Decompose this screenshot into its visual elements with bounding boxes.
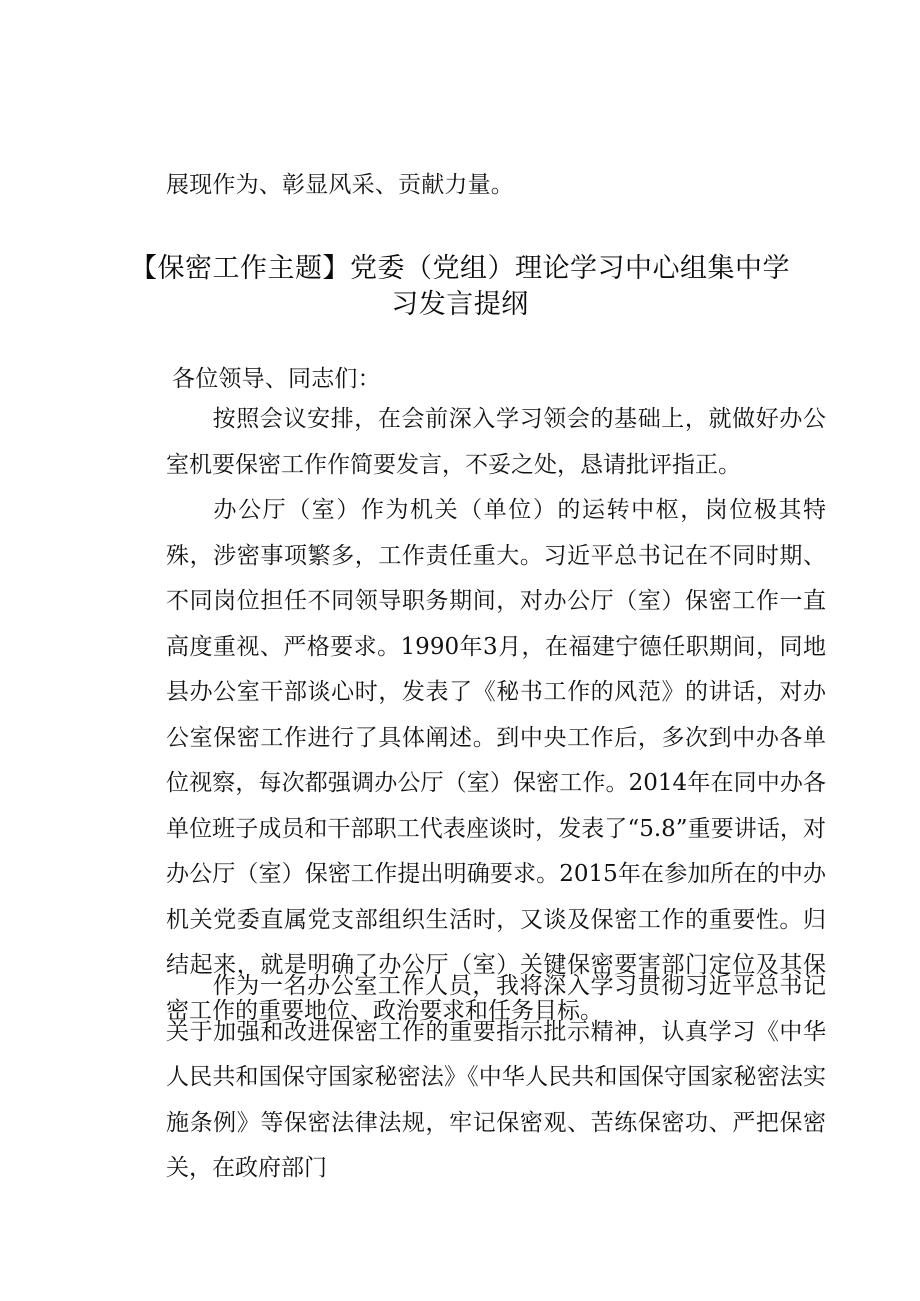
paragraph-3-text: 作为一名办公室工作人员，我将深入学习贯彻习近平总书记关于加强和改进保密工作的重要指示批示精神，认真学习《中华人民共和国保守国家秘密法》《中华人民共和国保守国家秘密法实施条例》等保密法律法规，牢记保密观、苦练保密功、严把保密关，在政府部门 — [166, 973, 826, 1181]
paragraph-3 — [166, 964, 826, 1192]
paragraph-2 — [166, 488, 826, 1034]
salutation: 各位领导、同志们： — [172, 366, 381, 392]
document-title-line-2: 习发言提纲 — [391, 289, 529, 320]
document-title-line-1: 【保密工作主题】党委（党组）理论学习中心组集中学 — [130, 253, 790, 284]
paragraph-1 — [166, 397, 826, 488]
paragraph-2-text: 办公厅（室）作为机关（单位）的运转中枢，岗位极其特殊，涉密事项繁多，工作责任重大。习近平总书记在不同时期、不同岗位担任不同领导职务期间，对办公厅（室）保密工作一直高度重视、严格要求。1990年3月，在福建宁德任职期间，同地县办公室干部谈心时，发表了《秘书工作的风范》的讲话，对办公室保密工作进行了具体阐述。到中央工作后，多次到中办各单位视察，每次都强调办公厅（室）保密工作。2014年在同中办各单位班子成员和干部职工代表座谈时，发表了“5.8”重要讲话，对办公厅（室）保密工作提出明确要求。2015年在参加所在的中办机关党委直属党支部组织生活时，又谈及保密工作的重要性。归结起来，就是明确了办公厅（室）关键保密要害部门定位及其保密工作的重要地位、政治要求和任务目标。 — [166, 497, 826, 1024]
paragraph-1-text: 按照会议安排，在会前深入学习领会的基础上，就做好办公室机要保密工作作简要发言，不妥之处，恳请批评指正。 — [166, 406, 826, 478]
continuation-line: 展现作为、彰显风采、贡献力量。 — [166, 172, 514, 198]
